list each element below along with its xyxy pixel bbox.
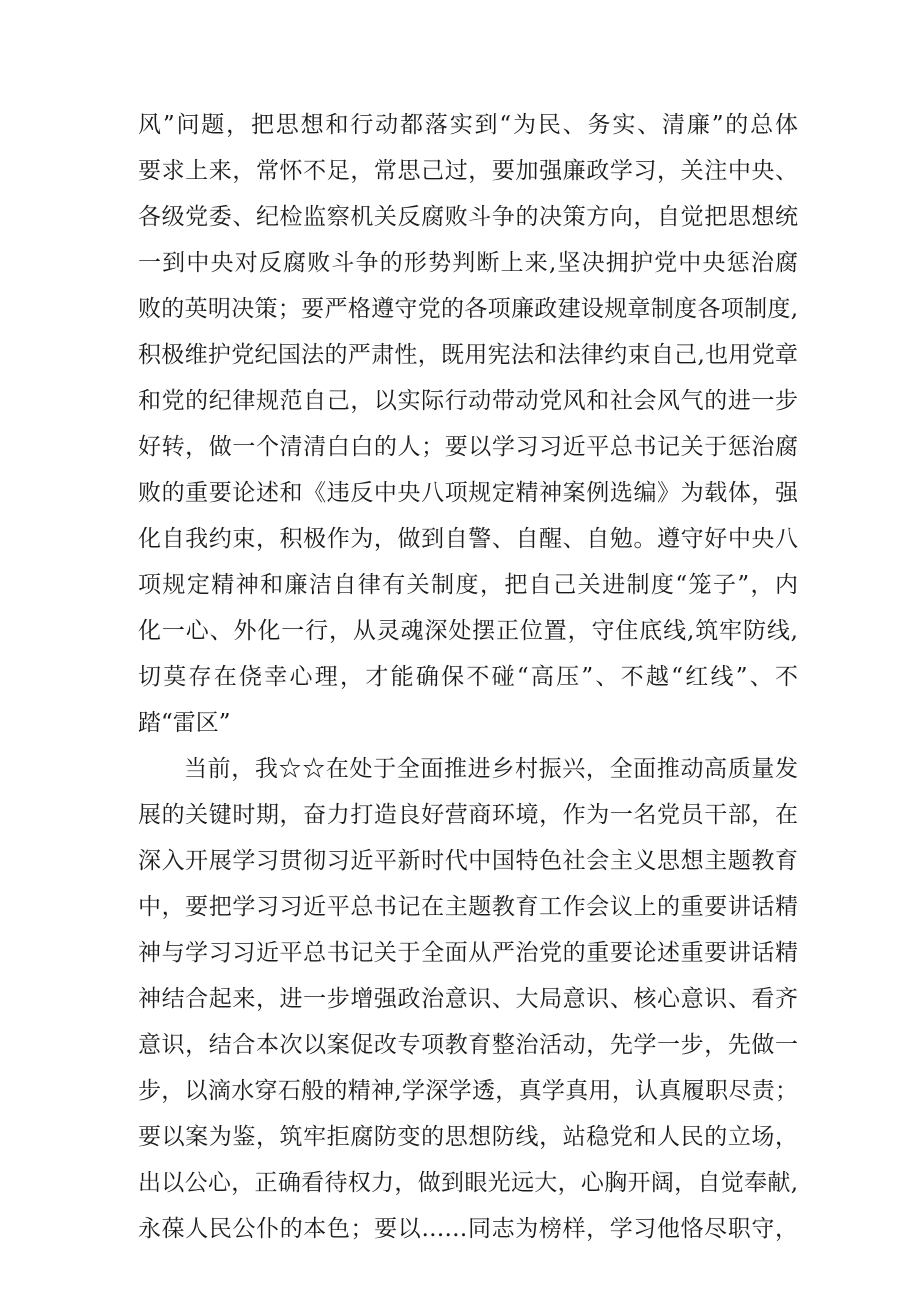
text-line: 要求上来，常怀不足，常思己过，要加强廉政学习，关注中央、 [138, 158, 798, 184]
text-line: 好转，做一个清清白白的人；要以学习习近平总书记关于惩治腐 [138, 434, 798, 460]
text-line: 神结合起来，进一步增强政治意识、大局意识、核心意识、看齐 [138, 986, 798, 1012]
text-line: 败的重要论述和《违反中央八项规定精神案例选编》为载体，强 [138, 480, 798, 506]
text-line: 和党的纪律规范自己，以实际行动带动党风和社会风气的进一步 [138, 388, 798, 414]
text-line: 步，以滴水穿石般的精神,学深学透，真学真用，认真履职尽责； [138, 1078, 798, 1104]
text-line: 风”问题，把思想和行动都落实到“为民、务实、清廉”的总体 [138, 112, 798, 138]
text-line: 化自我约束，积极作为，做到自警、自醒、自勉。遵守好中央八 [138, 526, 798, 552]
text-line: 各级党委、纪检监察机关反腐败斗争的决策方向，自觉把思想统 [138, 204, 798, 230]
text-line: 积极维护党纪国法的严肃性，既用宪法和法律约束自己,也用党章 [138, 342, 798, 368]
text-line: 意识，结合本次以案促改专项教育整治活动，先学一步，先做一 [138, 1032, 798, 1058]
text-line: 踏“雷区” [138, 710, 231, 736]
text-line: 展的关键时期，奋力打造良好营商环境，作为一名党员干部，在 [138, 802, 798, 828]
text-line: 出以公心，正确看待权力，做到眼光远大，心胸开阔，自觉奉献, [138, 1170, 798, 1196]
text-line: 切莫存在侥幸心理，才能确保不碰“高压”、不越“红线”、不 [138, 664, 798, 690]
text-line: 中，要把学习习近平总书记在主题教育工作会议上的重要讲话精 [138, 894, 798, 920]
text-line: 深入开展学习贯彻习近平新时代中国特色社会主义思想主题教育 [138, 848, 798, 874]
text-line: 要以案为鉴，筑牢拒腐防变的思想防线，站稳党和人民的立场， [138, 1124, 798, 1150]
text-line: 化一心、外化一行，从灵魂深处摆正位置，守住底线,筑牢防线, [138, 618, 798, 644]
text-line: 神与学习习近平总书记关于全面从严治党的重要论述重要讲话精 [138, 940, 798, 966]
text-line: 永葆人民公仆的本色；要以……同志为榜样，学习他恪尽职守， [138, 1216, 798, 1242]
text-line: 一到中央对反腐败斗争的形势判断上来,坚决拥护党中央惩治腐 [138, 250, 798, 276]
text-line: 败的英明决策；要严格遵守党的各项廉政建设规章制度各项制度, [138, 296, 798, 322]
text-line: 项规定精神和廉洁自律有关制度，把自己关进制度“笼子”，内 [138, 572, 798, 598]
text-line: 当前，我☆☆在处于全面推进乡村振兴，全面推动高质量发 [184, 756, 798, 782]
